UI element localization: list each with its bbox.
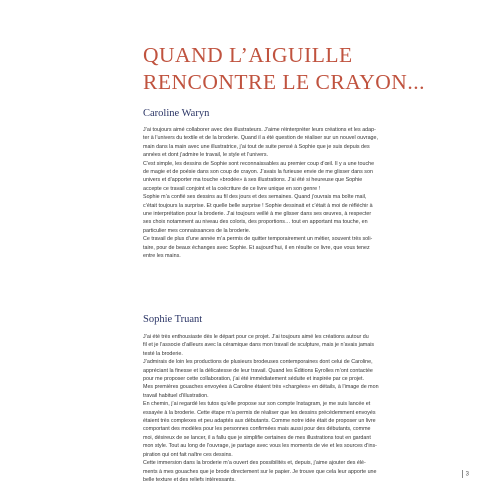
text-line: mon style. Tout au long de l’ouvrage, je partage avec vous les moments de vie et les sources d’ins- bbox=[143, 443, 377, 450]
text-line: comportant des modèles pour les personnes confirmées mais aussi pour des débutants, comme bbox=[143, 426, 371, 433]
text-line: piration qui ont fait naître ces dessins. bbox=[143, 451, 233, 458]
text-line: univers et d’apporter ma touche «brodée» à ses illustrations. J’ai été si heureuse que Sophie bbox=[143, 177, 363, 184]
text-line: ments à mes gouaches que je brode directement sur le papier. Je trouve que cela leur apporte une bbox=[143, 468, 377, 475]
text-line: J’ai été très enthousiaste dès le départ pour ce projet. J’ai toujours aimé les créations autour du bbox=[143, 334, 369, 340]
text-line: J’ai toujours aimé collaborer avec des illustrateurs. J’aime réinterpréter leurs créations et les adap- bbox=[143, 127, 376, 133]
text-line: travail habituel d’illustration. bbox=[143, 392, 209, 399]
text-line: taire, pour de beaux échanges avec Sophie. Et aujourd’hui, il en résulte ce livre, que vous tenez bbox=[143, 244, 370, 251]
folio-divider bbox=[462, 470, 463, 478]
text-line: accepte ce travail conjoint et la coécriture de ce livre unique en son genre ! bbox=[143, 185, 321, 192]
text-line: C’est simple, les dessins de Sophie sont reconnaissables au premier coup d’œil. Il y a une touche bbox=[143, 160, 375, 167]
section-text-sophie bbox=[143, 333, 478, 484]
text-line: J’admirais de loin les productions de plusieurs brodeuses contemporaines dont celui de Caroline, bbox=[143, 359, 373, 366]
text-line: particulier mes connaissances de la broderie. bbox=[143, 227, 251, 234]
section-text-caroline bbox=[143, 126, 478, 261]
page-number bbox=[462, 470, 469, 478]
text-line: testé la broderie. bbox=[143, 350, 183, 357]
text-line: Sophie m’a confié ses dessins au fil des jours et des semaines. Quand j’ouvrais ma boîte mail, bbox=[143, 194, 367, 201]
title-line-1: QUAND L’AIGUILLE bbox=[143, 43, 353, 67]
page-title bbox=[143, 42, 473, 96]
text-line: pour me proposer cette collaboration, j’ai été immédiatement séduite et inspirée par ce projet. bbox=[143, 376, 364, 383]
text-line: essayée à la broderie. Cette étape m’a permis de réaliser que les dessins précédemment envoyés bbox=[143, 409, 376, 416]
author-heading-caroline: Caroline Waryn bbox=[143, 108, 210, 119]
title-line-2: RENCONTRE LE CRAYON... bbox=[143, 70, 425, 94]
text-line: années et dont j’admire le travail, le style et l’univers. bbox=[143, 152, 269, 159]
author-heading-sophie: Sophie Truant bbox=[143, 314, 203, 325]
text-line: ses choix notamment au niveau des coloris, des proportions… tout en apportant ma touche, en bbox=[143, 219, 368, 226]
text-line: fil et je l’associe d’ailleurs avec la céramique dans mon travail de sculpture, mais je n’avais jamais bbox=[143, 342, 375, 349]
text-line: entre les mains. bbox=[143, 253, 181, 260]
text-line: En chemin, j’ai regardé les tutos qu’elle propose sur son compte Instagram, je me suis lancée et bbox=[143, 401, 371, 408]
text-line: c’était toujours la surprise. Et quelle belle surprise ! Sophie dessinait et c’était à moi de réfléchir à bbox=[143, 202, 373, 209]
text-line: une interprétation pour la broderie. J’ai toujours veillé à me glisser dans ses œuvres, à respecter bbox=[143, 211, 372, 218]
text-line: de magie et de poésie dans son coup de crayon. J’avais la furieuse envie de me glisser dans son bbox=[143, 169, 373, 176]
text-line: Cette immersion dans la broderie m’a ouvert des possibilités et, depuis, j’aime ajouter des élé- bbox=[143, 460, 366, 467]
text-line: ter à l’univers du textile et de la broderie. Quand il a été question de réaliser sur un nouvel ouvrage, bbox=[143, 135, 378, 142]
text-line: Ce travail de plus d’une année m’a permis de quitter temporairement un métier, souvent très soli- bbox=[143, 236, 373, 243]
page-number-value: 3 bbox=[465, 471, 469, 478]
text-line: Mes premières gouaches envoyées à Caroline étaient très «chargées» en détails, à l’image de mon bbox=[143, 384, 379, 391]
text-line: moi, désireux de se lancer, il a fallu que je simplifie certaines de mes illustrations tout en gardant bbox=[143, 434, 371, 441]
text-line: étaient très complexes et peu adaptés aux débutants. Comme notre idée était de proposer un livre bbox=[143, 418, 376, 425]
text-line: appréciant la finesse et la délicatesse de leur travail. Quand les Éditions Eyrolles m’ont contactée bbox=[143, 367, 373, 374]
text-line: belle texture et des reliefs intéressants. bbox=[143, 476, 236, 483]
text-line: main dans la main avec une illustratrice, j’ai tout de suite pensé à Sophie que je suis depuis des bbox=[143, 143, 370, 150]
